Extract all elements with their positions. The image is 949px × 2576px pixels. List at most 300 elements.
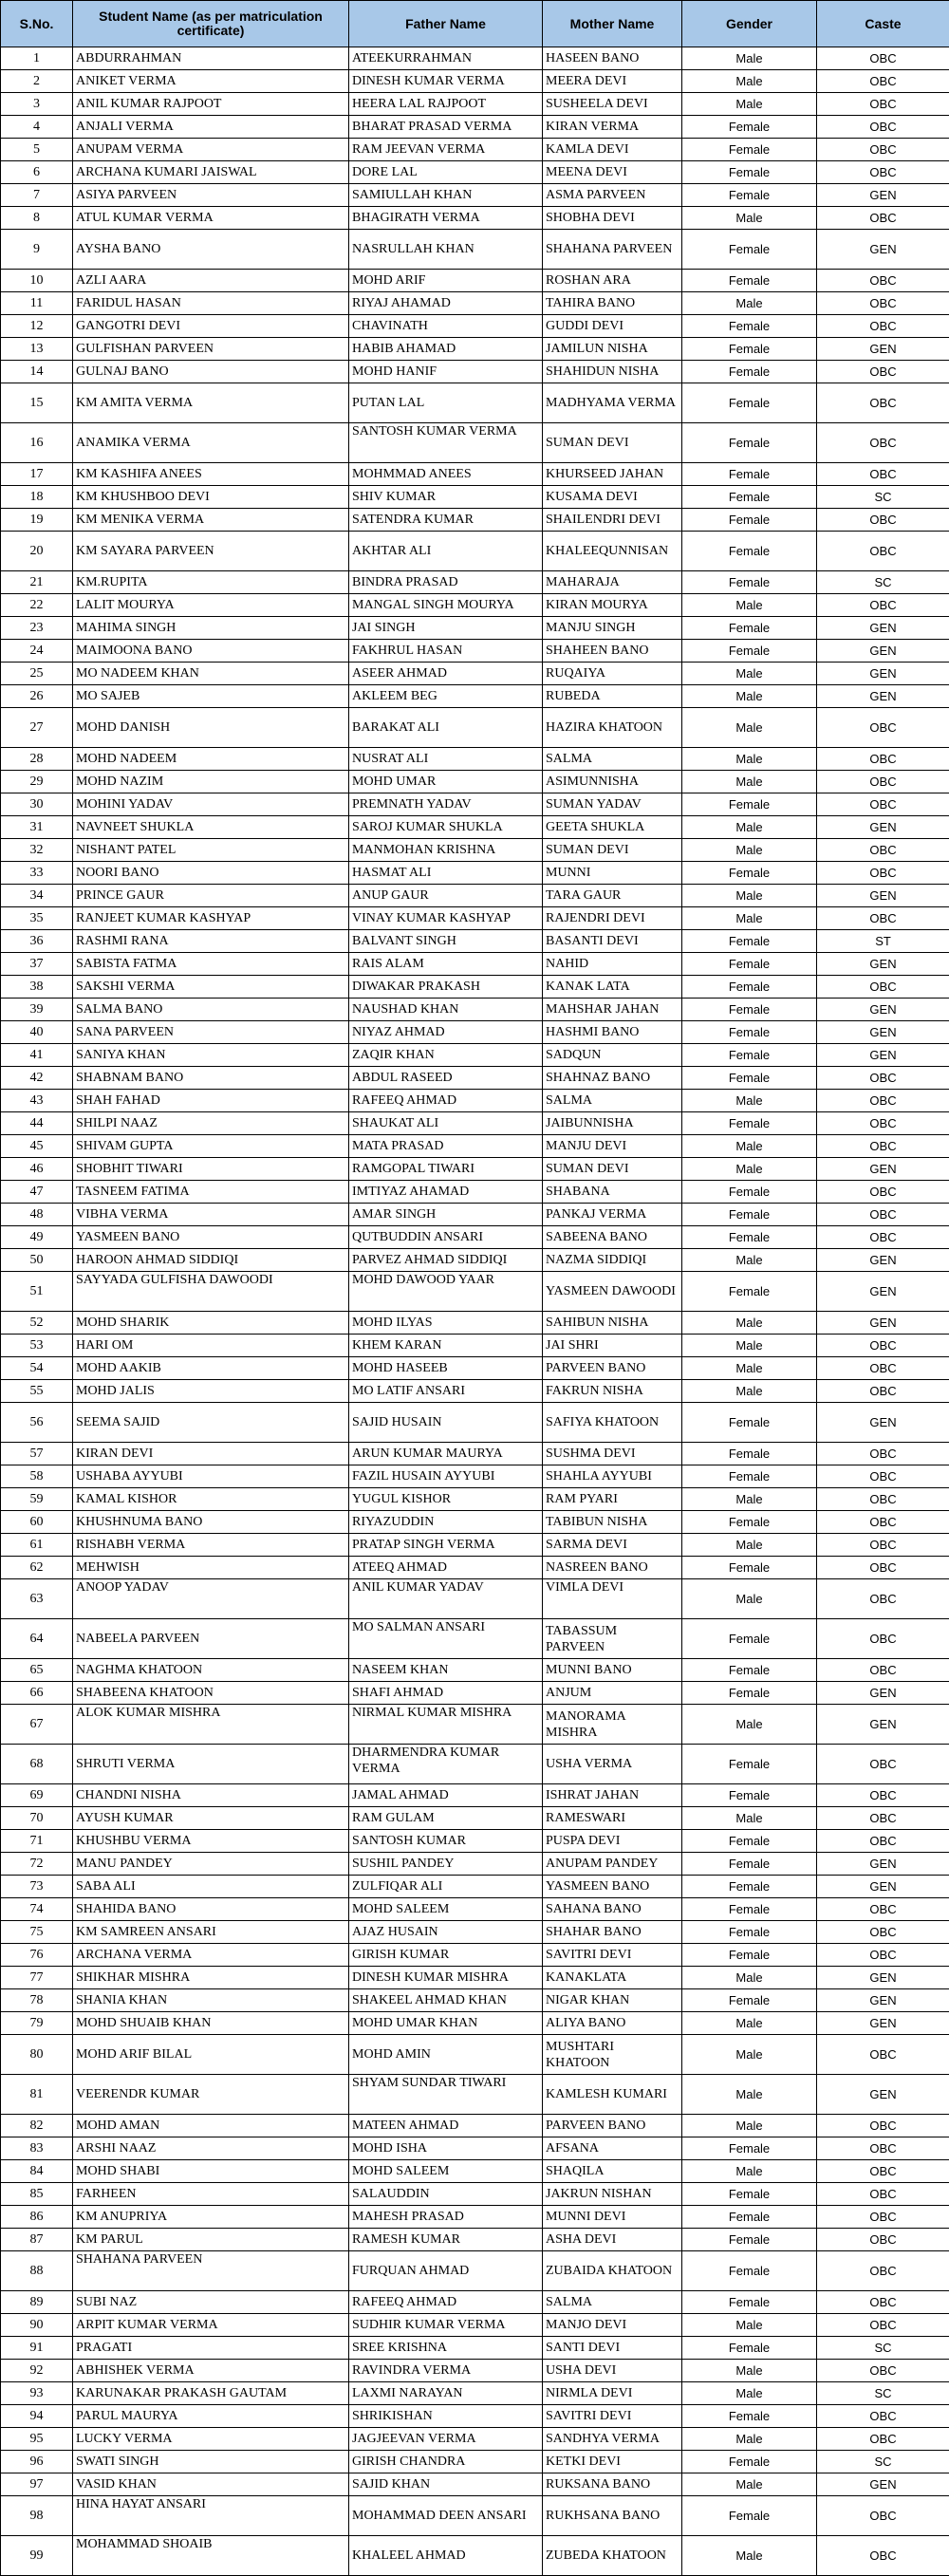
gender-cell: Female [682, 2229, 817, 2251]
table-row [1, 486, 949, 509]
sno-cell: 71 [1, 1830, 73, 1853]
table-row [1, 1876, 949, 1898]
gender-cell: Female [682, 361, 817, 383]
father-name-cell: AJAZ HUSAIN [349, 1921, 543, 1944]
mother-name-cell: SHAILENDRI DEVI [543, 509, 682, 532]
table-row [1, 1830, 949, 1853]
caste-cell: SC [817, 486, 949, 509]
student-name-cell: ABHISHEK VERMA [73, 2360, 349, 2382]
student-name-cell: KM PARUL [73, 2229, 349, 2251]
gender-cell: Male [682, 2012, 817, 2035]
mother-name-cell: SHAHAR BANO [543, 1921, 682, 1944]
caste-cell: OBC [817, 2405, 949, 2428]
student-name-cell: SWATI SINGH [73, 2451, 349, 2473]
sno-cell: 68 [1, 1745, 73, 1784]
sno-cell: 92 [1, 2360, 73, 2382]
mother-name-cell: SALMA [543, 1090, 682, 1112]
mother-name-cell: SHOBHA DEVI [543, 207, 682, 230]
father-name-cell: MOHD SALEEM [349, 2160, 543, 2183]
father-name-cell: SAJID KHAN [349, 2473, 543, 2496]
table-row [1, 2382, 949, 2405]
caste-cell: OBC [817, 1181, 949, 1204]
caste-cell: OBC [817, 1534, 949, 1557]
table-row [1, 1557, 949, 1579]
gender-cell: Female [682, 999, 817, 1021]
student-name-cell: SALMA BANO [73, 999, 349, 1021]
caste-cell: OBC [817, 292, 949, 315]
table-row [1, 1021, 949, 1044]
table-row [1, 1380, 949, 1403]
table-row [1, 2251, 949, 2291]
table-row [1, 139, 949, 161]
father-name-cell: ATEEKURRAHMAN [349, 47, 543, 70]
mother-name-cell: SHAHANA PARVEEN [543, 230, 682, 270]
gender-cell: Female [682, 640, 817, 663]
student-name-cell: KIRAN DEVI [73, 1443, 349, 1465]
sno-cell: 94 [1, 2405, 73, 2428]
caste-cell: SC [817, 571, 949, 594]
father-name-cell: RAFEEQ AHMAD [349, 2291, 543, 2314]
caste-cell: OBC [817, 2360, 949, 2382]
header-gender: Gender [682, 1, 817, 47]
mother-name-cell: RUKSANA BANO [543, 2473, 682, 2496]
mother-name-cell: MANORAMA MISHRA [543, 1705, 682, 1745]
sno-cell: 50 [1, 1249, 73, 1272]
father-name-cell: SANTOSH KUMAR VERMA [349, 423, 543, 463]
table-row [1, 1226, 949, 1249]
mother-name-cell: KETKI DEVI [543, 2451, 682, 2473]
student-name-cell: KM KASHIFA ANEES [73, 463, 349, 486]
table-row [1, 47, 949, 70]
student-name-cell: YASMEEN BANO [73, 1226, 349, 1249]
caste-cell: OBC [817, 1112, 949, 1135]
mother-name-cell: MUSHTARI KHATOON [543, 2035, 682, 2075]
father-name-cell: ASEER AHMAD [349, 663, 543, 685]
student-name-cell: MOHD NAZIM [73, 771, 349, 793]
mother-name-cell: JAMILUN NISHA [543, 338, 682, 361]
caste-cell: OBC [817, 2137, 949, 2160]
gender-cell: Female [682, 930, 817, 953]
caste-cell: OBC [817, 509, 949, 532]
table-row [1, 793, 949, 816]
father-name-cell: MANMOHAN KRISHNA [349, 839, 543, 862]
father-name-cell: BHAGIRATH VERMA [349, 207, 543, 230]
sno-cell: 2 [1, 70, 73, 93]
mother-name-cell: KHURSEED JAHAN [543, 463, 682, 486]
student-name-cell: AZLI AARA [73, 270, 349, 292]
caste-cell: OBC [817, 161, 949, 184]
father-name-cell: SATENDRA KUMAR [349, 509, 543, 532]
mother-name-cell: SALMA [543, 748, 682, 771]
student-name-cell: ANJALI VERMA [73, 116, 349, 139]
student-name-cell: MOHD NADEEM [73, 748, 349, 771]
gender-cell: Female [682, 230, 817, 270]
gender-cell: Female [682, 509, 817, 532]
student-name-cell: MAHIMA SINGH [73, 617, 349, 640]
gender-cell: Male [682, 1249, 817, 1272]
table-row [1, 1249, 949, 1272]
caste-cell: OBC [817, 1067, 949, 1090]
student-name-cell: VIBHA VERMA [73, 1204, 349, 1226]
table-row [1, 1158, 949, 1181]
father-name-cell: NASRULLAH KHAN [349, 230, 543, 270]
table-row [1, 70, 949, 93]
table-row [1, 1044, 949, 1067]
mother-name-cell: HASEEN BANO [543, 47, 682, 70]
mother-name-cell: SUMAN DEVI [543, 423, 682, 463]
sno-cell: 84 [1, 2160, 73, 2183]
mother-name-cell: ASIMUNNISHA [543, 771, 682, 793]
sno-cell: 11 [1, 292, 73, 315]
mother-name-cell: MAHSHAR JAHAN [543, 999, 682, 1021]
mother-name-cell: KIRAN VERMA [543, 116, 682, 139]
table-row [1, 839, 949, 862]
caste-cell: OBC [817, 1135, 949, 1158]
gender-cell: Male [682, 2035, 817, 2075]
sno-cell: 42 [1, 1067, 73, 1090]
student-name-cell: ANIKET VERMA [73, 70, 349, 93]
table-row [1, 315, 949, 338]
father-name-cell: BINDRA PRASAD [349, 571, 543, 594]
gender-cell: Female [682, 1272, 817, 1312]
table-row [1, 161, 949, 184]
sno-cell: 73 [1, 1876, 73, 1898]
sno-cell: 63 [1, 1579, 73, 1619]
table-row [1, 816, 949, 839]
table-row [1, 116, 949, 139]
student-name-cell: SABISTA FATMA [73, 953, 349, 976]
table-row [1, 2075, 949, 2115]
mother-name-cell: NIGAR KHAN [543, 1989, 682, 2012]
father-name-cell: DINESH KUMAR VERMA [349, 70, 543, 93]
mother-name-cell: SAVITRI DEVI [543, 1944, 682, 1967]
table-row [1, 617, 949, 640]
student-name-cell: KARUNAKAR PRAKASH GAUTAM [73, 2382, 349, 2405]
student-name-cell: SANIYA KHAN [73, 1044, 349, 1067]
mother-name-cell: PARVEEN BANO [543, 2115, 682, 2137]
table-row [1, 1784, 949, 1807]
sno-cell: 14 [1, 361, 73, 383]
caste-cell: OBC [817, 793, 949, 816]
sno-cell: 10 [1, 270, 73, 292]
caste-cell: GEN [817, 1312, 949, 1335]
gender-cell: Female [682, 1226, 817, 1249]
gender-cell: Female [682, 2405, 817, 2428]
sno-cell: 38 [1, 976, 73, 999]
student-name-cell: NOORI BANO [73, 862, 349, 885]
caste-cell: OBC [817, 1807, 949, 1830]
table-row [1, 1745, 949, 1784]
student-name-cell: MOHD AMAN [73, 2115, 349, 2137]
table-row [1, 383, 949, 423]
student-name-cell: SHABEENA KHATOON [73, 1682, 349, 1705]
caste-cell: OBC [817, 1226, 949, 1249]
caste-cell: OBC [817, 594, 949, 617]
table-row [1, 1135, 949, 1158]
gender-cell: Male [682, 93, 817, 116]
student-name-cell: SAKSHI VERMA [73, 976, 349, 999]
sno-cell: 26 [1, 685, 73, 708]
father-name-cell: MOHD UMAR KHAN [349, 2012, 543, 2035]
father-name-cell: MATA PRASAD [349, 1135, 543, 1158]
sno-cell: 45 [1, 1135, 73, 1158]
sno-cell: 28 [1, 748, 73, 771]
father-name-cell: BHARAT PRASAD VERMA [349, 116, 543, 139]
gender-cell: Female [682, 1784, 817, 1807]
table-row [1, 748, 949, 771]
father-name-cell: VINAY KUMAR KASHYAP [349, 907, 543, 930]
father-name-cell: MOHD HASEEB [349, 1357, 543, 1380]
father-name-cell: MO SALMAN ANSARI [349, 1619, 543, 1659]
caste-cell: GEN [817, 338, 949, 361]
student-name-cell: SABA ALI [73, 1876, 349, 1898]
mother-name-cell: RUBEDA [543, 685, 682, 708]
student-name-cell: GULNAJ BANO [73, 361, 349, 383]
caste-cell: OBC [817, 2291, 949, 2314]
student-name-cell: SAYYADA GULFISHA DAWOODI [73, 1272, 349, 1312]
father-name-cell: FAZIL HUSAIN AYYUBI [349, 1465, 543, 1488]
father-name-cell: MOHD ILYAS [349, 1312, 543, 1335]
student-name-cell: KM AMITA VERMA [73, 383, 349, 423]
gender-cell: Male [682, 816, 817, 839]
mother-name-cell: JAIBUNNISHA [543, 1112, 682, 1135]
father-name-cell: HEERA LAL RAJPOOT [349, 93, 543, 116]
table-row [1, 463, 949, 486]
caste-cell: OBC [817, 2160, 949, 2183]
table-row [1, 184, 949, 207]
mother-name-cell: TABASSUM PARVEEN [543, 1619, 682, 1659]
mother-name-cell: PARVEEN BANO [543, 1357, 682, 1380]
mother-name-cell: SANDHYA VERMA [543, 2428, 682, 2451]
gender-cell: Female [682, 184, 817, 207]
mother-name-cell: TAHIRA BANO [543, 292, 682, 315]
sno-cell: 25 [1, 663, 73, 685]
caste-cell: GEN [817, 1158, 949, 1181]
sno-cell: 70 [1, 1807, 73, 1830]
father-name-cell: NIYAZ AHMAD [349, 1021, 543, 1044]
table-row [1, 2314, 949, 2337]
table-row [1, 771, 949, 793]
sno-cell: 72 [1, 1853, 73, 1876]
sno-cell: 58 [1, 1465, 73, 1488]
student-name-cell: ANAMIKA VERMA [73, 423, 349, 463]
caste-cell: GEN [817, 1249, 949, 1272]
table-row [1, 207, 949, 230]
mother-name-cell: MANJU DEVI [543, 1135, 682, 1158]
father-name-cell: SAMIULLAH KHAN [349, 184, 543, 207]
caste-cell: GEN [817, 1044, 949, 1067]
mother-name-cell: NAZMA SIDDIQI [543, 1249, 682, 1272]
gender-cell: Female [682, 2496, 817, 2536]
table-row [1, 1619, 949, 1659]
mother-name-cell: SHAQILA [543, 2160, 682, 2183]
caste-cell: OBC [817, 1357, 949, 1380]
gender-cell: Male [682, 594, 817, 617]
father-name-cell: RAM GULAM [349, 1807, 543, 1830]
sno-cell: 9 [1, 230, 73, 270]
gender-cell: Male [682, 1380, 817, 1403]
caste-cell: GEN [817, 663, 949, 685]
father-name-cell: LAXMI NARAYAN [349, 2382, 543, 2405]
sno-cell: 40 [1, 1021, 73, 1044]
student-name-cell: PRINCE GAUR [73, 885, 349, 907]
table-row [1, 230, 949, 270]
gender-cell: Female [682, 463, 817, 486]
gender-cell: Male [682, 1312, 817, 1335]
table-row [1, 999, 949, 1021]
table-row [1, 2229, 949, 2251]
caste-cell: GEN [817, 2075, 949, 2115]
student-name-cell: USHABA AYYUBI [73, 1465, 349, 1488]
student-name-cell: NISHANT PATEL [73, 839, 349, 862]
caste-cell: GEN [817, 816, 949, 839]
caste-cell: OBC [817, 771, 949, 793]
table-row [1, 1989, 949, 2012]
table-row [1, 663, 949, 685]
gender-cell: Female [682, 953, 817, 976]
header-mother-name: Mother Name [543, 1, 682, 47]
table-row [1, 2405, 949, 2428]
table-row [1, 2536, 949, 2576]
sno-cell: 1 [1, 47, 73, 70]
gender-cell: Female [682, 2251, 817, 2291]
table-row [1, 1312, 949, 1335]
mother-name-cell: ROSHAN ARA [543, 270, 682, 292]
table-row [1, 2451, 949, 2473]
father-name-cell: MOHD ISHA [349, 2137, 543, 2160]
mother-name-cell: KIRAN MOURYA [543, 594, 682, 617]
student-name-cell: NABEELA PARVEEN [73, 1619, 349, 1659]
father-name-cell: RAVINDRA VERMA [349, 2360, 543, 2382]
student-name-cell: RISHABH VERMA [73, 1534, 349, 1557]
father-name-cell: RAMGOPAL TIWARI [349, 1158, 543, 1181]
mother-name-cell: MUNNI DEVI [543, 2206, 682, 2229]
caste-cell: GEN [817, 1682, 949, 1705]
caste-cell: GEN [817, 1876, 949, 1898]
student-name-cell: KM SAMREEN ANSARI [73, 1921, 349, 1944]
caste-cell: OBC [817, 2035, 949, 2075]
student-name-cell: SHILPI NAAZ [73, 1112, 349, 1135]
student-name-cell: NAVNEET SHUKLA [73, 816, 349, 839]
mother-name-cell: SAHIBUN NISHA [543, 1312, 682, 1335]
caste-cell: OBC [817, 708, 949, 748]
table-row [1, 1511, 949, 1534]
gender-cell: Male [682, 1488, 817, 1511]
mother-name-cell: MUNNI BANO [543, 1659, 682, 1682]
caste-cell: OBC [817, 839, 949, 862]
father-name-cell: SALAUDDIN [349, 2183, 543, 2206]
table-row [1, 1682, 949, 1705]
caste-cell: OBC [817, 1204, 949, 1226]
gender-cell: Male [682, 663, 817, 685]
student-name-cell: FARHEEN [73, 2183, 349, 2206]
caste-cell: GEN [817, 2473, 949, 2496]
sno-cell: 67 [1, 1705, 73, 1745]
father-name-cell: MAHESH PRASAD [349, 2206, 543, 2229]
mother-name-cell: ASHA DEVI [543, 2229, 682, 2251]
sno-cell: 55 [1, 1380, 73, 1403]
sno-cell: 51 [1, 1272, 73, 1312]
father-name-cell: PREMNATH YADAV [349, 793, 543, 816]
caste-cell: OBC [817, 1619, 949, 1659]
father-name-cell: ANIL KUMAR YADAV [349, 1579, 543, 1619]
table-row [1, 1272, 949, 1312]
caste-cell: OBC [817, 1659, 949, 1682]
father-name-cell: JAGJEEVAN VERMA [349, 2428, 543, 2451]
sno-cell: 56 [1, 1403, 73, 1443]
caste-cell: OBC [817, 1557, 949, 1579]
student-name-cell: ARCHANA KUMARI JAISWAL [73, 161, 349, 184]
gender-cell: Female [682, 2206, 817, 2229]
mother-name-cell: RUQAIYA [543, 663, 682, 685]
caste-cell: SC [817, 2451, 949, 2473]
gender-cell: Female [682, 1682, 817, 1705]
sno-cell: 53 [1, 1335, 73, 1357]
mother-name-cell: MUNNI [543, 862, 682, 885]
caste-cell: OBC [817, 207, 949, 230]
table-row [1, 1921, 949, 1944]
father-name-cell: SHAUKAT ALI [349, 1112, 543, 1135]
father-name-cell: AKLEEM BEG [349, 685, 543, 708]
table-row [1, 1443, 949, 1465]
sno-cell: 12 [1, 315, 73, 338]
caste-cell: OBC [817, 1090, 949, 1112]
student-name-cell: TASNEEM FATIMA [73, 1181, 349, 1204]
table-row [1, 930, 949, 953]
gender-cell: Female [682, 1443, 817, 1465]
father-name-cell: SAJID HUSAIN [349, 1403, 543, 1443]
father-name-cell: SHIV KUMAR [349, 486, 543, 509]
sno-cell: 17 [1, 463, 73, 486]
table-row [1, 338, 949, 361]
sno-cell: 35 [1, 907, 73, 930]
caste-cell: OBC [817, 1380, 949, 1403]
mother-name-cell: NIRMLA DEVI [543, 2382, 682, 2405]
student-name-cell: RASHMI RANA [73, 930, 349, 953]
table-row [1, 1967, 949, 1989]
gender-cell: Female [682, 2137, 817, 2160]
gender-cell: Male [682, 2115, 817, 2137]
father-name-cell: SAROJ KUMAR SHUKLA [349, 816, 543, 839]
mother-name-cell: SHABANA [543, 1181, 682, 1204]
student-name-cell: MO NADEEM KHAN [73, 663, 349, 685]
gender-cell: Female [682, 1876, 817, 1898]
sno-cell: 78 [1, 1989, 73, 2012]
gender-cell: Male [682, 2314, 817, 2337]
caste-cell: OBC [817, 2314, 949, 2337]
mother-name-cell: KAMLA DEVI [543, 139, 682, 161]
caste-cell: OBC [817, 1944, 949, 1967]
father-name-cell: KHEM KARAN [349, 1335, 543, 1357]
table-row [1, 571, 949, 594]
gender-cell: Male [682, 47, 817, 70]
student-name-cell: KM MENIKA VERMA [73, 509, 349, 532]
caste-cell: OBC [817, 1898, 949, 1921]
mother-name-cell: SALMA [543, 2291, 682, 2314]
student-name-cell: SHAH FAHAD [73, 1090, 349, 1112]
sno-cell: 52 [1, 1312, 73, 1335]
table-row [1, 423, 949, 463]
student-name-cell: HINA HAYAT ANSARI [73, 2496, 349, 2536]
sno-cell: 24 [1, 640, 73, 663]
header-sno: S.No. [1, 1, 73, 47]
father-name-cell: DHARMENDRA KUMAR VERMA [349, 1745, 543, 1784]
sno-cell: 83 [1, 2137, 73, 2160]
sno-cell: 29 [1, 771, 73, 793]
gender-cell: Female [682, 2183, 817, 2206]
sno-cell: 30 [1, 793, 73, 816]
gender-cell: Male [682, 685, 817, 708]
